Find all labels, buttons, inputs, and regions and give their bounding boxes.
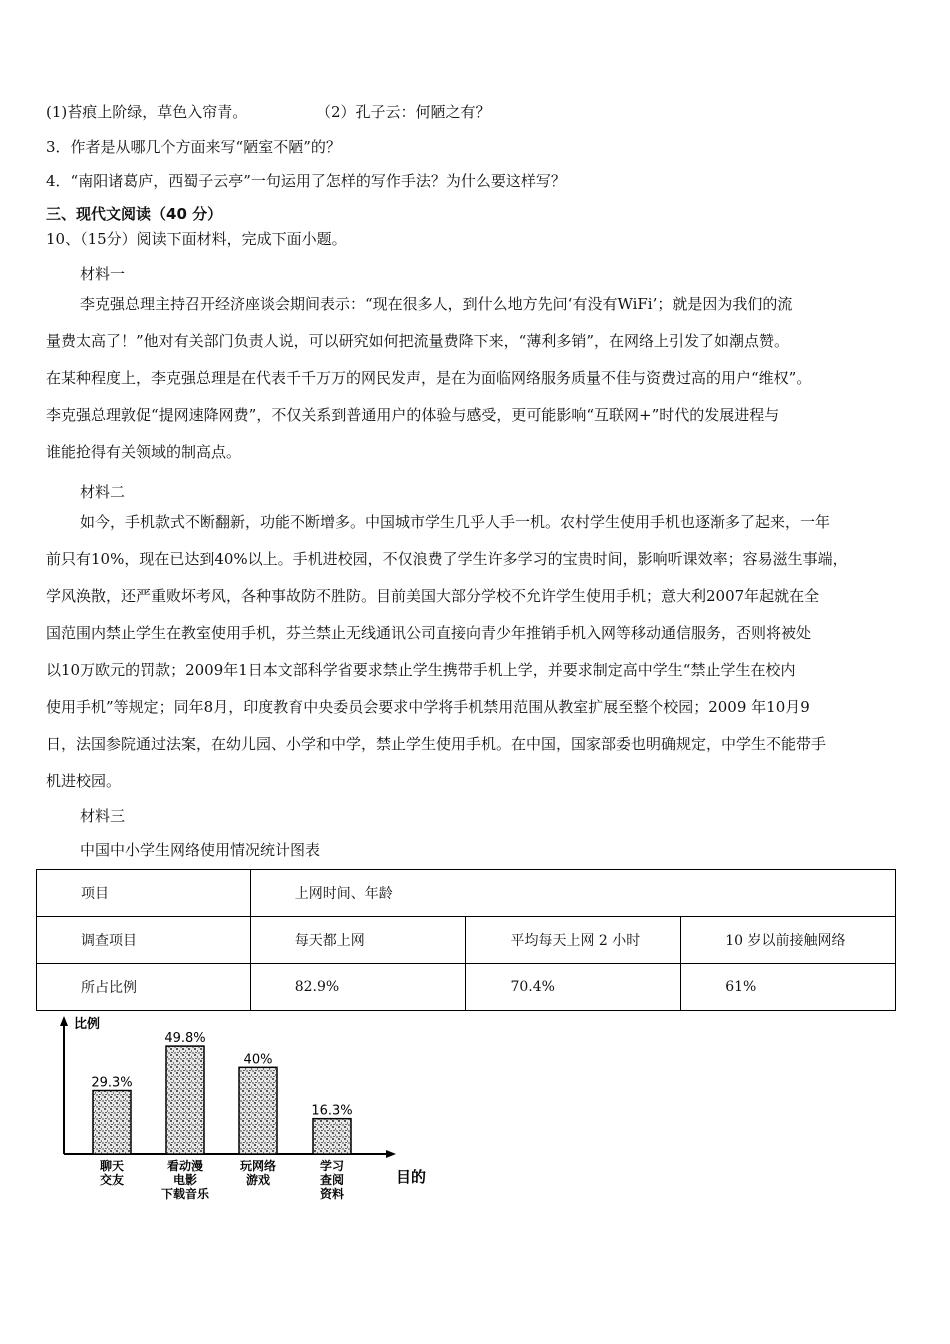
x-axis-label: 目的 xyxy=(396,1168,427,1186)
bar-value-label: 16.3% xyxy=(311,1103,353,1119)
material-2-heading: 材料二 xyxy=(80,483,126,501)
bar xyxy=(313,1119,351,1154)
bar xyxy=(239,1067,277,1154)
x-axis-arrow-icon xyxy=(386,1150,396,1158)
bar xyxy=(166,1046,204,1154)
category-label: 查阅 xyxy=(319,1173,345,1187)
bar-value-label: 49.8% xyxy=(164,1031,206,1047)
material-2-line: 机进校园。 xyxy=(46,772,122,790)
material-2-line: 如今，手机款式不断翻新，功能不断增多。中国城市学生几乎人手一机。农村学生使用手机也逐渐多了起来，一年 xyxy=(80,513,831,531)
y-axis-label: 比例 xyxy=(74,1017,101,1032)
material-3-heading: 材料三 xyxy=(80,807,126,825)
bar xyxy=(93,1091,131,1154)
table-cell: 所占比例 xyxy=(37,964,251,1011)
category-label: 看动漫 xyxy=(166,1159,204,1173)
table-cell: 61% xyxy=(681,964,896,1011)
question-line-4: 4．“南阳诸葛庐，西蜀子云亭”一句运用了怎样的写作手法？为什么要这样写？ xyxy=(46,172,566,190)
category-label: 游戏 xyxy=(245,1173,271,1187)
category-label: 交友 xyxy=(99,1173,125,1187)
material-1-line: 量费太高了！”他对有关部门负责人说，可以研究如何把流量费降下来，“薄利多销”，在网络上引发了如潮点赞。 xyxy=(46,332,790,350)
table-cell: 调查项目 xyxy=(37,917,251,964)
bar-value-label: 40% xyxy=(243,1052,273,1068)
material-1-line: 在某种程度上，李克强总理是在代表千千万万的网民发声，是在为面临网络服务质量不佳与资费过高的用户“维权”。 xyxy=(46,369,812,387)
material-1-line: 李克强总理敦促“提网速降网费”，不仅关系到普通用户的体验与感受，更可能影响“互联网+”时代的发展进程与 xyxy=(46,406,780,424)
question-line-1b: （2）孔子云：何陋之有？ xyxy=(316,103,491,121)
question-line-3: 3．作者是从哪几个方面来写“陋室不陋”的？ xyxy=(46,138,341,156)
material-2-body xyxy=(46,504,912,800)
table-cell: 82.9% xyxy=(250,964,466,1011)
table-row xyxy=(37,964,896,1011)
table-row xyxy=(37,917,896,964)
category-label: 聊天 xyxy=(99,1159,125,1173)
category-label: 学习 xyxy=(319,1159,345,1173)
table-cell: 项目 xyxy=(37,870,251,917)
table-row xyxy=(37,870,896,917)
material-1-line: 谁能抢得有关领域的制高点。 xyxy=(46,443,242,461)
material-2-line: 前只有10%，现在已达到40%以上。手机进校园，不仅浪费了学生许多学习的宝贵时间，影响听课效率；容易滋生事端， xyxy=(46,550,848,568)
purpose-bar-chart xyxy=(44,1012,444,1202)
table-cell: 10 岁以前接触网络 xyxy=(681,917,896,964)
bar-value-label: 29.3% xyxy=(91,1075,133,1091)
material-1-line: 李克强总理主持召开经济座谈会期间表示：“现在很多人，到什么地方先问‘有没有WiFi’；就是因为我们的流 xyxy=(80,295,793,313)
category-label: 资料 xyxy=(319,1187,345,1201)
material-2-line: 国范围内禁止学生在教室使用手机，芬兰禁止无线通讯公司直接向青少年推销手机入网等移动通信服务，否则将被处 xyxy=(46,624,812,642)
statistics-table xyxy=(36,869,896,1011)
material-2-line: 以10万欧元的罚款；2009年1日本文部科学省要求禁止学生携带手机上学，并要求制定高中学生“禁止学生在校内 xyxy=(46,661,796,679)
y-axis-arrow-icon xyxy=(60,1016,68,1026)
question-line-1a: (1)苔痕上阶绿，草色入帘青。 xyxy=(46,103,248,121)
material-1-heading: 材料一 xyxy=(80,265,126,283)
material-2-line: 学风涣散，还严重败坏考风，各种事故防不胜防。目前美国大部分学校不允许学生使用手机；意大利2007年起就在全 xyxy=(46,587,820,605)
question-10: 10、（15分）阅读下面材料，完成下面小题。 xyxy=(46,230,347,248)
table-title: 中国中小学生网络使用情况统计图表 xyxy=(80,841,321,859)
material-1-body xyxy=(46,286,912,471)
table-cell: 每天都上网 xyxy=(250,917,466,964)
category-label: 电影 xyxy=(172,1173,198,1187)
table-cell: 上网时间、年龄 xyxy=(250,870,895,917)
section-title: 三、现代文阅读（40 分） xyxy=(46,205,223,223)
material-2-line: 使用手机”等规定；同年8月，印度教育中央委员会要求中学将手机禁用范围从教室扩展至整个校园；2009 年10月9 xyxy=(46,698,810,716)
category-label: 玩网络 xyxy=(239,1159,277,1173)
category-label: 下载音乐 xyxy=(160,1187,210,1201)
material-2-line: 日，法国参院通过法案，在幼儿园、小学和中学，禁止学生使用手机。在中国，国家部委也明确规定，中学生不能带手 xyxy=(46,735,827,753)
chart-bars xyxy=(91,1031,352,1201)
table-cell: 平均每天上网 2 小时 xyxy=(466,917,681,964)
table-cell: 70.4% xyxy=(466,964,681,1011)
